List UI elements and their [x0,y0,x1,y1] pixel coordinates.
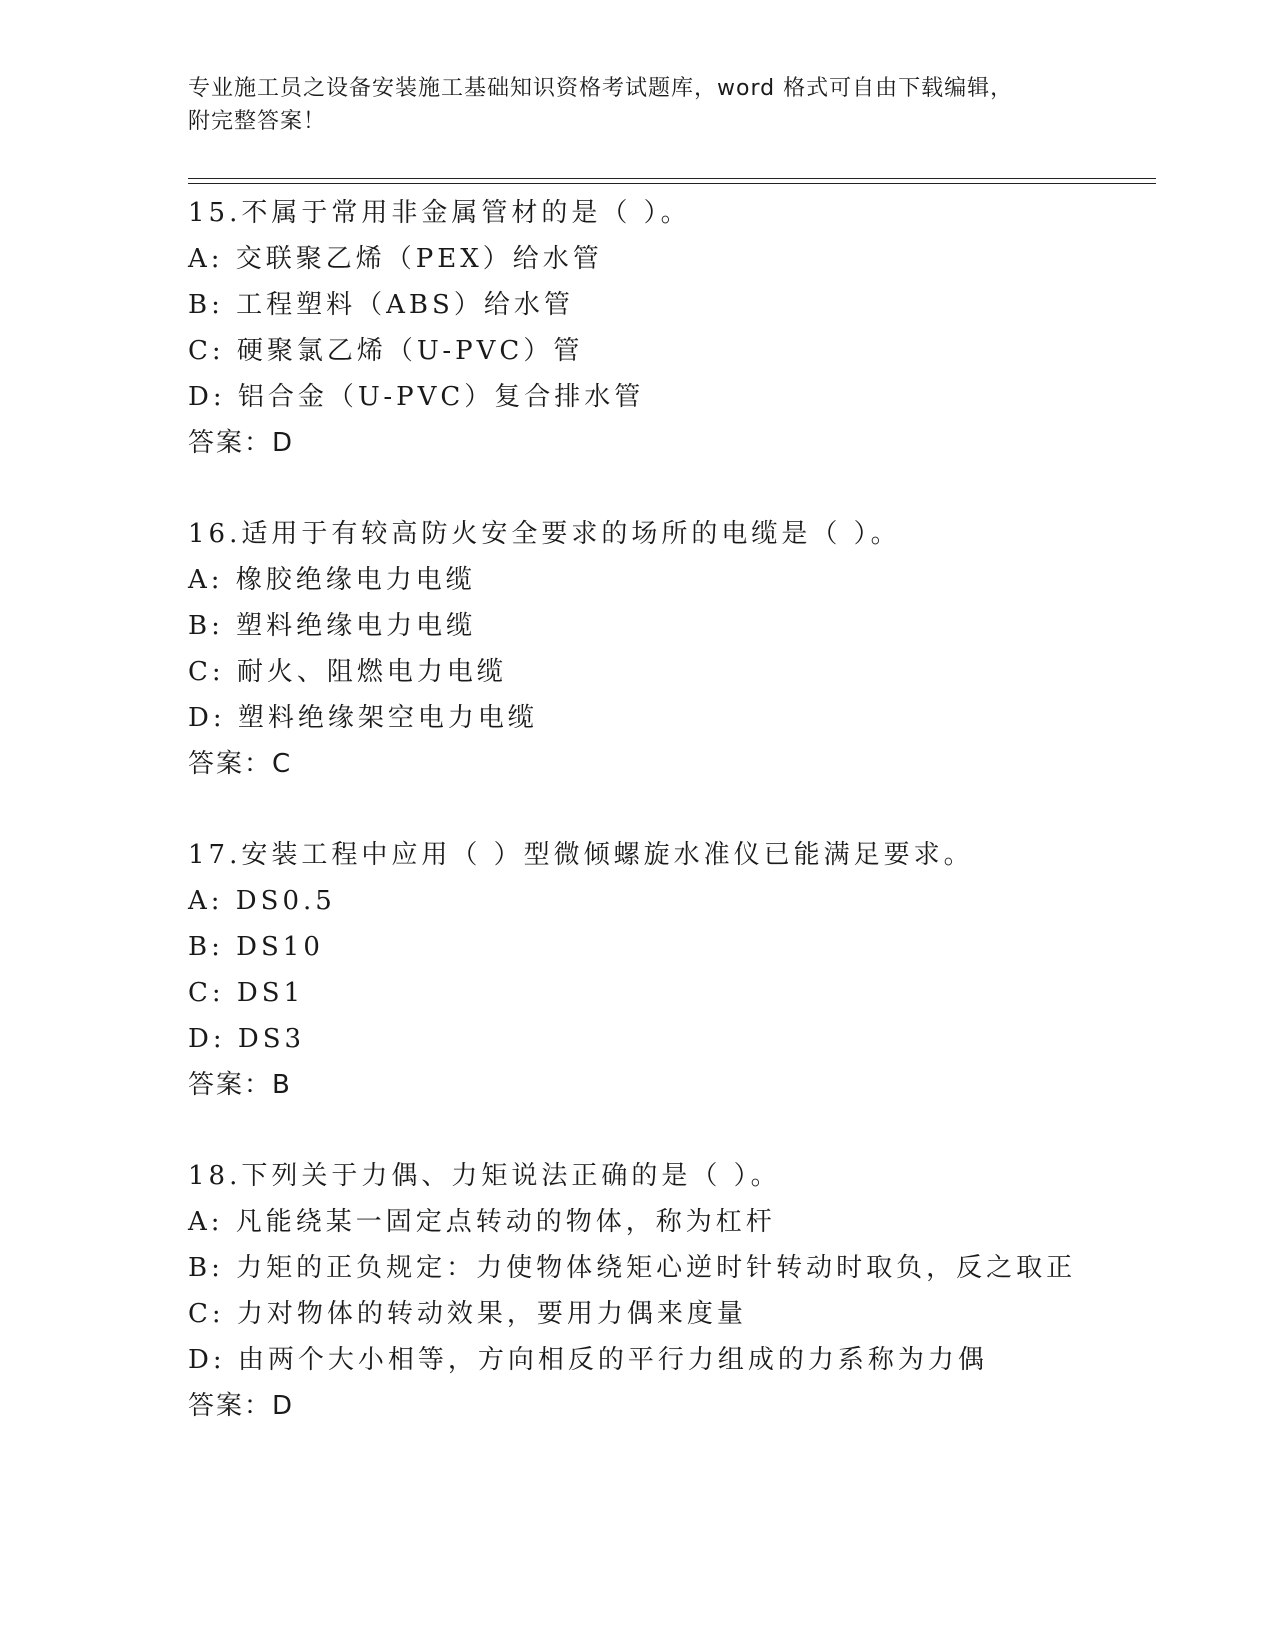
option-c: C: DS1 [188,978,305,1008]
option-b: B: 工程塑料（ABS）给水管 [188,290,574,320]
document-header [188,72,1088,138]
answer: 答案：D [188,1391,295,1421]
question-17 [188,832,1148,1108]
option-a: A: DS0.5 [188,886,336,916]
option-d: D: 由两个大小相等，方向相反的平行力组成的力系称为力偶 [188,1345,988,1375]
question-stem: 18.下列关于力偶、力矩说法正确的是（ ）。 [188,1161,781,1191]
header-line-1: 专业施工员之设备安装施工基础知识资格考试题库，word 格式可自由下载编辑， [188,76,1014,101]
option-b: B: 塑料绝缘电力电缆 [188,611,477,641]
question-stem: 15.不属于常用非金属管材的是（ ）。 [188,198,691,228]
header-line-2: 附完整答案！ [188,109,327,134]
header-divider-top [188,178,1156,179]
option-d: D: 塑料绝缘架空电力电缆 [188,703,538,733]
header-divider-bottom [188,183,1156,184]
option-c: C: 力对物体的转动效果，要用力偶来度量 [188,1299,747,1329]
option-d: D: DS3 [188,1024,306,1054]
option-c: C: 耐火、阻燃电力电缆 [188,657,507,687]
option-d: D: 铝合金（U-PVC）复合排水管 [188,382,645,412]
option-a: A: 凡能绕某一固定点转动的物体，称为杠杆 [188,1207,776,1237]
question-stem: 16.适用于有较高防火安全要求的场所的电缆是（ ）。 [188,519,901,549]
question-16 [188,511,1148,787]
option-c: C: 硬聚氯乙烯（U-PVC）管 [188,336,584,366]
question-stem: 17.安装工程中应用（ ）型微倾螺旋水准仪已能满足要求。 [188,840,974,870]
option-b: B: 力矩的正负规定：力使物体绕矩心逆时针转动时取负，反之取正 [188,1253,1077,1283]
question-15 [188,190,1148,466]
option-a: A: 橡胶绝缘电力电缆 [188,565,476,595]
question-18 [188,1153,1148,1429]
answer: 答案：D [188,428,295,458]
answer: 答案：C [188,749,293,779]
option-b: B: DS10 [188,932,324,962]
option-a: A: 交联聚乙烯（PEX）给水管 [188,244,603,274]
answer: 答案：B [188,1070,292,1100]
